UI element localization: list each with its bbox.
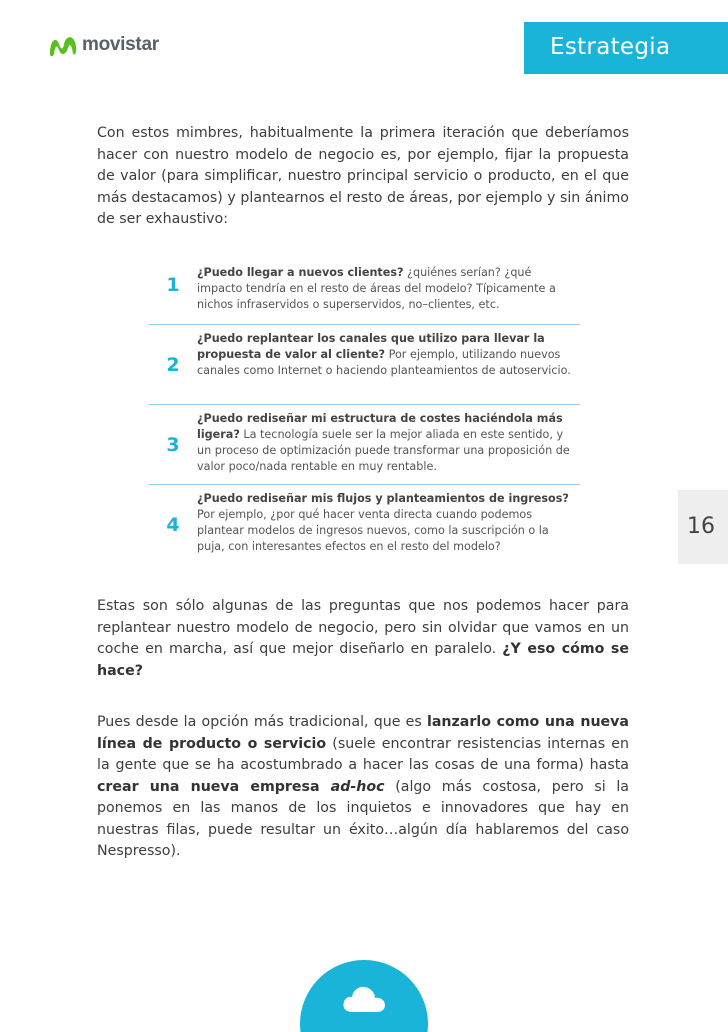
- question-text: [197, 245, 576, 313]
- cloud-icon: [340, 982, 388, 1014]
- body-paragraph-2: [97, 596, 629, 682]
- para3-bold-1: lanzarlo como una nueva línea de producto o servicio: [97, 714, 629, 752]
- page-number: 16: [678, 490, 728, 564]
- footer-cloud-badge: [300, 960, 428, 1032]
- movistar-logo: [48, 30, 159, 60]
- question-item: [149, 485, 580, 565]
- question-number: 1: [166, 273, 180, 296]
- question-lead: ¿Puedo replantear los canales que utilizo para llevar la propuesta de valor al cliente?: [197, 332, 545, 361]
- movistar-m-icon: [48, 32, 78, 58]
- question-text: [197, 491, 576, 555]
- para2-bold: ¿Y eso cómo se hace?: [97, 641, 629, 679]
- question-body: ¿quiénes serían? ¿qué impacto tendría en el resto de áreas del modelo? Típicamente a nichos infraservidos o superservidos, no–clientes, etc.: [197, 266, 556, 311]
- question-item: [149, 325, 580, 405]
- question-number: 4: [166, 514, 180, 536]
- question-list: [149, 245, 580, 565]
- question-lead: ¿Puedo llegar a nuevos clientes?: [197, 266, 404, 279]
- para3-bold-italic: ad-hoc: [330, 778, 385, 795]
- question-item: [149, 245, 580, 325]
- question-body: Por ejemplo, utilizando nuevos canales como Internet o haciendo planteamientos de autoservicio.: [197, 348, 571, 377]
- question-number: 3: [166, 433, 180, 456]
- question-text: [197, 331, 576, 379]
- question-lead: ¿Puedo rediseñar mis flujos y planteamientos de ingresos?: [197, 492, 569, 505]
- question-text: [197, 411, 576, 475]
- para3-text-2: (suele encontrar resistencias internas en la gente que se ha acostumbrado a hacer las cosas de una forma) hasta: [97, 735, 629, 773]
- question-number: 2: [166, 353, 180, 376]
- para3-text-1: Pues desde la opción más tradicional, que es: [97, 714, 427, 730]
- section-title: Estrategia: [524, 22, 728, 74]
- body-paragraph-3: [97, 712, 629, 863]
- para2-text: Estas son sólo algunas de las preguntas que nos podemos hacer para replantear nuestro modelo de negocio, pero sin olvidar que vamos en un coche en marcha, así que mejor diseñarlo en paralelo.: [97, 598, 629, 657]
- question-body: La tecnología suele ser la mejor aliada en este sentido, y un proceso de optimización puede transformar una proposición de valor poco/nada rentable en muy rentable.: [197, 428, 570, 473]
- brand-name: movistar: [82, 34, 159, 55]
- intro-paragraph: Con estos mimbres, habitualmente la primera iteración que deberíamos hacer con nuestro modelo de negocio es, por ejemplo, fijar la propuesta de valor (para simplificar, nuestro principal servicio o producto, en el que más destacamos) y plantearnos el resto de áreas, por ejemplo y sin ánimo de ser exhaustivo:: [97, 125, 629, 227]
- para3-bold-2-text: crear una nueva empresa: [97, 778, 331, 795]
- para3-text-3: (algo más costosa, pero si la ponemos en las manos de los inquietos e innovadores que hay en nuestras filas, puede resultar un éxito…algún día hablaremos del caso Nespresso).: [97, 778, 629, 859]
- question-item: [149, 405, 580, 485]
- question-body: Por ejemplo, ¿por qué hacer venta directa cuando podemos plantear modelos de ingresos nuevos, como la suscripción o la puja, con interesantes efectos en el resto del modelo?: [197, 508, 549, 553]
- para3-bold-2: [97, 779, 385, 795]
- question-lead: ¿Puedo rediseñar mi estructura de costes haciéndola más ligera?: [197, 412, 563, 441]
